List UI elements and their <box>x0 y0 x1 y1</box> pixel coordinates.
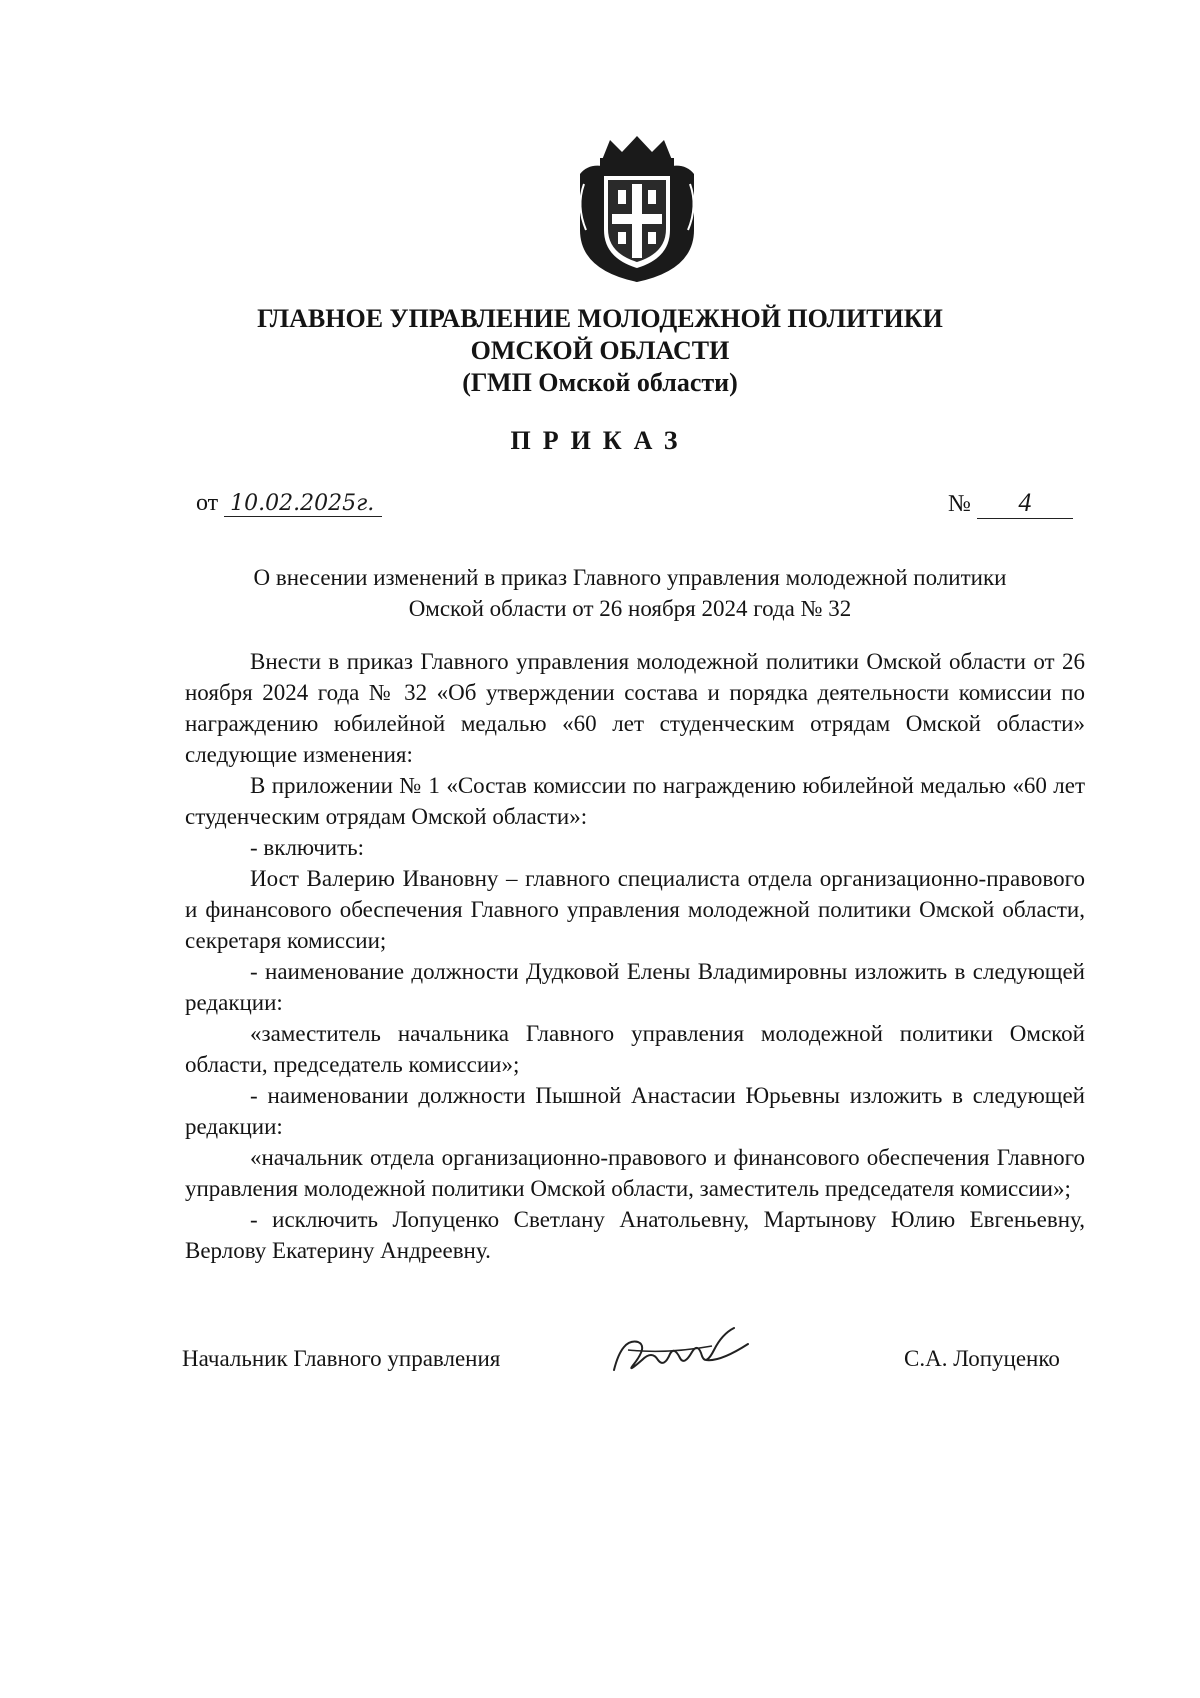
body-paragraph: В приложении № 1 «Состав комиссии по награждению юбилейной медалью «60 лет студенческим отрядам Омской области»: <box>185 773 1085 829</box>
body-paragraph: - наименовании должности Пышной Анастасии Юрьевны изложить в следующей редакции: <box>185 1083 1085 1139</box>
handwritten-number: 4 <box>977 488 1073 519</box>
body-paragraph: - наименование должности Дудковой Елены Владимировны изложить в следующей редакции: <box>185 959 1085 1015</box>
signatory-name: С.А. Лопуценко <box>904 1346 1060 1371</box>
organization-region: ОМСКОЙ ОБЛАСТИ <box>470 336 730 365</box>
handwritten-date: 10.02.2025г. <box>224 491 382 517</box>
body-paragraph: - включить: <box>250 835 365 860</box>
body-paragraph: «заместитель начальника Главного управления молодежной политики Омской области, председатель комиссии»; <box>185 1021 1085 1077</box>
order-date <box>196 488 382 519</box>
organization-name: ГЛАВНОЕ УПРАВЛЕНИЕ МОЛОДЕЖНОЙ ПОЛИТИКИ <box>257 304 943 333</box>
body-paragraph: - исключить Лопуценко Светлану Анатольевну, Мартынову Юлию Евгеньевну, Верлову Екатерину Андреевну. <box>185 1207 1085 1263</box>
order-number <box>948 488 1073 519</box>
body-paragraph: Внести в приказ Главного управления молодежной политики Омской области от 26 ноября 2024 года № 32 «Об утверждении состава и порядка деятельности комиссии по награждению юбилейной медалью «60 лет студенческим отрядам Омской области» следующие изменения: <box>185 649 1085 767</box>
handwritten-signature <box>608 1320 758 1382</box>
subject-line: Омской области от 26 ноября 2024 года № 32 <box>408 596 852 621</box>
signatory-position: Начальник Главного управления <box>182 1346 501 1371</box>
body-paragraph: «начальник отдела организационно-правового и финансового обеспечения Главного управления молодежной политики Омской области, заместитель председателя комиссии»; <box>185 1145 1085 1201</box>
body-paragraph: Иост Валерию Ивановну – главного специалиста отдела организационно-правового и финансового обеспечения Главного управления молодежной политики Омской области, секретаря комиссии; <box>185 866 1085 953</box>
number-prefix: № <box>948 491 971 517</box>
subject-line: О внесении изменений в приказ Главного управления молодежной политики <box>253 565 1007 590</box>
order-subject <box>180 562 1080 624</box>
order-body <box>185 646 1085 1266</box>
document-type-title: ПРИКАЗ <box>510 426 690 455</box>
organization-abbreviation: (ГМП Омской области) <box>462 368 738 397</box>
coat-of-arms-emblem <box>574 134 700 284</box>
date-prefix: от <box>196 490 219 516</box>
